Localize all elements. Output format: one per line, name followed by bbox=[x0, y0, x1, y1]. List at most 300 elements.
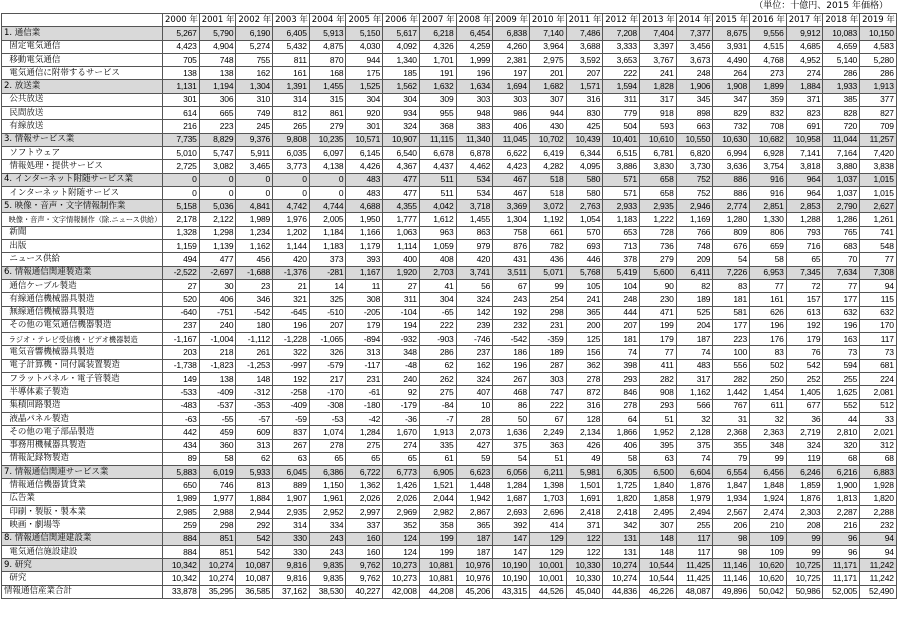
table-cell: 5,036 bbox=[199, 200, 236, 213]
table-cell: 0 bbox=[163, 173, 200, 186]
table-cell: 2,982 bbox=[419, 505, 456, 518]
table-cell: 54 bbox=[713, 253, 750, 266]
table-cell: 626 bbox=[750, 306, 787, 319]
table-cell: 170 bbox=[860, 319, 897, 332]
table-cell: 94 bbox=[860, 545, 897, 558]
table-cell: 1,328 bbox=[163, 226, 200, 239]
table-cell: 230 bbox=[639, 293, 676, 306]
table-cell: 282 bbox=[639, 373, 676, 386]
table-cell: 963 bbox=[419, 226, 456, 239]
table-row bbox=[2, 40, 897, 53]
table-cell: 0 bbox=[309, 186, 346, 199]
table-cell: 1,634 bbox=[456, 80, 493, 93]
table-cell: -42 bbox=[346, 412, 383, 425]
table-cell: 207 bbox=[603, 319, 640, 332]
table-cell: 861 bbox=[309, 107, 346, 120]
table-cell: 94 bbox=[860, 532, 897, 545]
table-cell: 5,140 bbox=[823, 53, 860, 66]
table-cell: 542 bbox=[236, 532, 273, 545]
table-cell: 222 bbox=[603, 67, 640, 80]
table-cell: 0 bbox=[273, 186, 310, 199]
table-cell: 3,886 bbox=[603, 160, 640, 173]
table-cell: 10,702 bbox=[529, 133, 566, 146]
table-cell: 10,274 bbox=[199, 572, 236, 585]
table-cell: 58 bbox=[750, 253, 787, 266]
table-cell: 51 bbox=[639, 412, 676, 425]
table-cell: 747 bbox=[529, 386, 566, 399]
table-cell: 267 bbox=[273, 439, 310, 452]
table-cell: 117 bbox=[676, 545, 713, 558]
table-cell: 2,021 bbox=[860, 426, 897, 439]
table-cell: 663 bbox=[676, 120, 713, 133]
table-cell: 199 bbox=[419, 532, 456, 545]
table-cell: 898 bbox=[676, 107, 713, 120]
table-cell: 180 bbox=[236, 319, 273, 332]
table-cell: 406 bbox=[199, 293, 236, 306]
table-cell: 216 bbox=[823, 519, 860, 532]
table-cell: 45,206 bbox=[456, 585, 493, 598]
table-cell: 632 bbox=[860, 306, 897, 319]
table-cell: 659 bbox=[750, 240, 787, 253]
table-cell: 2,975 bbox=[529, 53, 566, 66]
table-cell: 0 bbox=[273, 173, 310, 186]
table-cell: 483 bbox=[346, 173, 383, 186]
table-cell: -409 bbox=[199, 386, 236, 399]
table-cell: 713 bbox=[603, 240, 640, 253]
year-header: 2011 年 bbox=[566, 14, 603, 27]
category-row bbox=[2, 466, 897, 479]
table-cell: -894 bbox=[346, 333, 383, 346]
table-cell: 3,636 bbox=[713, 160, 750, 173]
table-cell: 2,128 bbox=[676, 426, 713, 439]
table-cell: 224 bbox=[860, 373, 897, 386]
table-cell: -751 bbox=[199, 306, 236, 319]
table-cell: 176 bbox=[750, 333, 787, 346]
table-cell: 273 bbox=[750, 67, 787, 80]
table-cell: 9,816 bbox=[273, 572, 310, 585]
table-cell: 279 bbox=[639, 253, 676, 266]
table-cell: -57 bbox=[236, 412, 273, 425]
table-cell: 2,363 bbox=[750, 426, 787, 439]
table-cell: 237 bbox=[456, 346, 493, 359]
table-cell: 542 bbox=[236, 545, 273, 558]
table-cell: 192 bbox=[493, 306, 530, 319]
table-cell: 216 bbox=[163, 120, 200, 133]
table-cell: 3,931 bbox=[713, 40, 750, 53]
table-cell: 10,273 bbox=[383, 559, 420, 572]
table-cell: 483 bbox=[346, 186, 383, 199]
table-cell: 261 bbox=[236, 346, 273, 359]
table-cell: 72 bbox=[786, 279, 823, 292]
table-cell: 5,150 bbox=[346, 27, 383, 40]
table-cell: 2,005 bbox=[309, 213, 346, 226]
table-cell: 7,141 bbox=[786, 146, 823, 159]
table-cell: 2,474 bbox=[750, 505, 787, 518]
table-cell: 1,280 bbox=[713, 213, 750, 226]
table-cell: 148 bbox=[639, 532, 676, 545]
table-cell: 1,286 bbox=[823, 213, 860, 226]
table-cell: 518 bbox=[529, 186, 566, 199]
table-cell: 872 bbox=[566, 386, 603, 399]
table-cell: 243 bbox=[493, 293, 530, 306]
table-cell: 1,636 bbox=[493, 426, 530, 439]
table-cell: 1,194 bbox=[199, 80, 236, 93]
table-cell: 4,768 bbox=[750, 53, 787, 66]
table-cell: 580 bbox=[566, 173, 603, 186]
table-cell: 324 bbox=[383, 120, 420, 133]
table-cell: 5,267 bbox=[163, 27, 200, 40]
table-cell: 7,377 bbox=[676, 27, 713, 40]
table-cell: -510 bbox=[309, 306, 346, 319]
table-cell: 1,691 bbox=[566, 492, 603, 505]
table-cell: 320 bbox=[823, 439, 860, 452]
table-cell: 6,145 bbox=[346, 146, 383, 159]
table-cell: 65 bbox=[786, 253, 823, 266]
table-cell: 293 bbox=[603, 373, 640, 386]
table-cell: 1,284 bbox=[346, 426, 383, 439]
table-cell: 362 bbox=[566, 359, 603, 372]
table-cell: 355 bbox=[713, 439, 750, 452]
table-cell: 100 bbox=[713, 346, 750, 359]
table-cell: -903 bbox=[419, 333, 456, 346]
table-cell: 3,397 bbox=[639, 40, 676, 53]
table-cell: 4,367 bbox=[383, 160, 420, 173]
row-label: 液晶パネル製造 bbox=[2, 412, 163, 425]
table-cell: 1,840 bbox=[639, 479, 676, 492]
table-cell: 1,625 bbox=[823, 386, 860, 399]
table-cell: 7,404 bbox=[639, 27, 676, 40]
table-cell: 832 bbox=[750, 107, 787, 120]
row-label: 情報通信産業合計 bbox=[2, 585, 163, 598]
table-row bbox=[2, 120, 897, 133]
row-label: 情報処理・提供サービス bbox=[2, 160, 163, 173]
table-cell: 1,703 bbox=[529, 492, 566, 505]
table-cell: 477 bbox=[383, 186, 420, 199]
table-cell: 918 bbox=[639, 107, 676, 120]
table-cell: 255 bbox=[676, 519, 713, 532]
table-cell: 44,526 bbox=[529, 585, 566, 598]
table-cell: 1,159 bbox=[163, 240, 200, 253]
table-cell: 2,997 bbox=[346, 505, 383, 518]
table-cell: 1,501 bbox=[566, 479, 603, 492]
table-cell: 6,623 bbox=[456, 466, 493, 479]
table-cell: 10,620 bbox=[750, 559, 787, 572]
row-label: 研究 bbox=[2, 572, 163, 585]
table-cell: 7,345 bbox=[786, 266, 823, 279]
table-cell: 1,525 bbox=[346, 80, 383, 93]
table-cell: 377 bbox=[860, 93, 897, 106]
table-cell: 1,202 bbox=[273, 226, 310, 239]
table-cell: 4,462 bbox=[456, 160, 493, 173]
table-cell: 6,928 bbox=[750, 146, 787, 159]
table-cell: 371 bbox=[566, 519, 603, 532]
table-cell: 2,026 bbox=[346, 492, 383, 505]
table-cell: 298 bbox=[199, 519, 236, 532]
table-cell: 243 bbox=[309, 532, 346, 545]
table-cell: 5,010 bbox=[163, 146, 200, 159]
table-cell: 304 bbox=[383, 93, 420, 106]
table-cell: 248 bbox=[676, 67, 713, 80]
table-cell: 371 bbox=[786, 93, 823, 106]
table-cell: 1,183 bbox=[309, 240, 346, 253]
table-cell: -117 bbox=[346, 359, 383, 372]
row-label: 公共放送 bbox=[2, 93, 163, 106]
year-header: 2004 年 bbox=[309, 14, 346, 27]
table-cell: 2,763 bbox=[566, 200, 603, 213]
table-row bbox=[2, 359, 897, 372]
table-cell: 196 bbox=[750, 319, 787, 332]
table-cell: 5,158 bbox=[163, 200, 200, 213]
table-cell: 10,958 bbox=[786, 133, 823, 146]
table-cell: 4,138 bbox=[309, 160, 346, 173]
table-cell: 2,418 bbox=[603, 505, 640, 518]
table-cell: 6,883 bbox=[860, 466, 897, 479]
table-cell: 5,790 bbox=[199, 27, 236, 40]
table-cell: 2,288 bbox=[860, 505, 897, 518]
table-cell: 65 bbox=[383, 452, 420, 465]
table-cell: -48 bbox=[383, 359, 420, 372]
table-cell: 1,950 bbox=[346, 213, 383, 226]
table-cell: 10,274 bbox=[603, 559, 640, 572]
table-cell: -2,697 bbox=[199, 266, 236, 279]
header-row bbox=[2, 14, 897, 27]
table-cell: 755 bbox=[236, 53, 273, 66]
table-cell: 315 bbox=[309, 93, 346, 106]
table-cell: 4,092 bbox=[383, 40, 420, 53]
table-cell: 293 bbox=[639, 399, 676, 412]
table-cell: 1,183 bbox=[603, 213, 640, 226]
table-cell: 11,242 bbox=[860, 559, 897, 572]
table-cell: 2,969 bbox=[383, 505, 420, 518]
table-cell: 886 bbox=[713, 173, 750, 186]
table-cell: 955 bbox=[419, 107, 456, 120]
table-cell: 6,515 bbox=[603, 146, 640, 159]
table-cell: 197 bbox=[493, 67, 530, 80]
table-cell: 11,146 bbox=[713, 559, 750, 572]
table-cell: 52,005 bbox=[823, 585, 860, 598]
table-cell: -1,688 bbox=[236, 266, 273, 279]
table-cell: 201 bbox=[529, 67, 566, 80]
table-cell: 889 bbox=[273, 479, 310, 492]
table-cell: 10,401 bbox=[603, 133, 640, 146]
row-label: ラジオ・テレビ受信機・ビデオ機器製造 bbox=[2, 333, 163, 346]
table-cell: 92 bbox=[383, 386, 420, 399]
table-row bbox=[2, 572, 897, 585]
year-header: 2016 年 bbox=[750, 14, 787, 27]
row-label: 5. 映像・音声・文字情報制作業 bbox=[2, 200, 163, 213]
table-cell: 10 bbox=[456, 399, 493, 412]
table-cell: 148 bbox=[639, 545, 676, 558]
table-cell: 232 bbox=[493, 319, 530, 332]
table-cell: 3,741 bbox=[456, 266, 493, 279]
table-cell: -53 bbox=[309, 412, 346, 425]
table-cell: 250 bbox=[750, 373, 787, 386]
table-cell: 732 bbox=[713, 120, 750, 133]
table-cell: 2,946 bbox=[676, 200, 713, 213]
table-cell: 192 bbox=[273, 373, 310, 386]
table-cell: 1,884 bbox=[236, 492, 273, 505]
table-cell: 1,913 bbox=[860, 80, 897, 93]
table-cell: 948 bbox=[456, 107, 493, 120]
table-cell: 149 bbox=[163, 373, 200, 386]
table-row bbox=[2, 399, 897, 412]
table-cell: 58 bbox=[199, 452, 236, 465]
table-cell: 746 bbox=[199, 479, 236, 492]
table-cell: -1,823 bbox=[199, 359, 236, 372]
table-cell: -1,738 bbox=[163, 359, 200, 372]
table-cell: 884 bbox=[163, 532, 200, 545]
table-cell: 6,994 bbox=[713, 146, 750, 159]
table-cell: 38,530 bbox=[309, 585, 346, 598]
table-cell: 35,295 bbox=[199, 585, 236, 598]
table-cell: 10,274 bbox=[603, 572, 640, 585]
table-cell: 613 bbox=[786, 306, 823, 319]
table-cell: 934 bbox=[383, 107, 420, 120]
table-cell: 477 bbox=[383, 173, 420, 186]
table-cell: -61 bbox=[346, 386, 383, 399]
table-cell: 74 bbox=[676, 452, 713, 465]
table-cell: 326 bbox=[309, 346, 346, 359]
table-cell: -542 bbox=[236, 306, 273, 319]
table-cell: 1,820 bbox=[603, 492, 640, 505]
table-cell: 9,556 bbox=[750, 27, 787, 40]
table-cell: 14 bbox=[309, 279, 346, 292]
table-cell: 48,087 bbox=[676, 585, 713, 598]
table-cell: 241 bbox=[639, 67, 676, 80]
table-cell: -537 bbox=[199, 399, 236, 412]
year-header: 2008 年 bbox=[456, 14, 493, 27]
table-cell: 73 bbox=[860, 346, 897, 359]
table-cell: 275 bbox=[346, 439, 383, 452]
table-cell: 303 bbox=[456, 93, 493, 106]
table-cell: 307 bbox=[639, 519, 676, 532]
table-cell: 99 bbox=[529, 279, 566, 292]
table-cell: 245 bbox=[236, 120, 273, 133]
table-cell: 37,162 bbox=[273, 585, 310, 598]
table-cell: 1,448 bbox=[456, 479, 493, 492]
table-cell: 6,097 bbox=[309, 146, 346, 159]
table-cell: -1,112 bbox=[236, 333, 273, 346]
table-cell: 908 bbox=[639, 386, 676, 399]
table-cell: 1,562 bbox=[383, 80, 420, 93]
row-label: 情報記録物製造 bbox=[2, 452, 163, 465]
table-cell: 30 bbox=[199, 279, 236, 292]
row-label: 1. 通信業 bbox=[2, 27, 163, 40]
table-cell: 511 bbox=[419, 186, 456, 199]
table-cell: 393 bbox=[346, 253, 383, 266]
table-cell: 979 bbox=[456, 240, 493, 253]
table-cell: 58 bbox=[603, 452, 640, 465]
table-cell: 278 bbox=[566, 373, 603, 386]
table-body bbox=[2, 27, 897, 599]
table-cell: 378 bbox=[603, 253, 640, 266]
table-cell: -281 bbox=[309, 266, 346, 279]
table-cell: 1,455 bbox=[309, 80, 346, 93]
table-cell: 2,381 bbox=[493, 53, 530, 66]
table-cell: 708 bbox=[750, 120, 787, 133]
table-cell: 138 bbox=[199, 67, 236, 80]
table-cell: 1,899 bbox=[750, 80, 787, 93]
table-cell: 157 bbox=[786, 293, 823, 306]
table-cell: 3,730 bbox=[676, 160, 713, 173]
table-cell: 44,208 bbox=[419, 585, 456, 598]
table-cell: 1,989 bbox=[163, 492, 200, 505]
table-cell: 4,095 bbox=[566, 160, 603, 173]
table-cell: 741 bbox=[860, 226, 897, 239]
table-cell: 10,190 bbox=[493, 572, 530, 585]
table-cell: 10,342 bbox=[163, 559, 200, 572]
table-cell: 23 bbox=[236, 279, 273, 292]
table-cell: 209 bbox=[676, 253, 713, 266]
table-cell: 10,682 bbox=[750, 133, 787, 146]
table-cell: 467 bbox=[493, 186, 530, 199]
table-cell: 6,905 bbox=[419, 466, 456, 479]
table-cell: 5,600 bbox=[639, 266, 676, 279]
row-label: 電気音響機械器具製造 bbox=[2, 346, 163, 359]
table-cell: 1,777 bbox=[383, 213, 420, 226]
table-cell: 5,617 bbox=[383, 27, 420, 40]
table-cell: 736 bbox=[639, 240, 676, 253]
table-cell: 41 bbox=[419, 279, 456, 292]
table-cell: 6,056 bbox=[493, 466, 530, 479]
table-cell: -308 bbox=[309, 399, 346, 412]
row-label: 電気通信施設建設 bbox=[2, 545, 163, 558]
table-cell: 10,976 bbox=[456, 559, 493, 572]
table-cell: 7,420 bbox=[860, 146, 897, 159]
table-cell: 83 bbox=[713, 279, 750, 292]
table-cell: 9,376 bbox=[236, 133, 273, 146]
table-cell: 125 bbox=[566, 333, 603, 346]
table-row bbox=[2, 333, 897, 346]
table-cell: 5,913 bbox=[309, 27, 346, 40]
table-cell: 677 bbox=[786, 399, 823, 412]
table-cell: 131 bbox=[603, 532, 640, 545]
table-cell: 1,820 bbox=[860, 492, 897, 505]
table-cell: 1,694 bbox=[493, 80, 530, 93]
table-cell: 359 bbox=[750, 93, 787, 106]
table-cell: 1,015 bbox=[860, 186, 897, 199]
table-cell: 2,134 bbox=[566, 426, 603, 439]
table-cell: 138 bbox=[199, 373, 236, 386]
table-row bbox=[2, 479, 897, 492]
table-cell: 6,411 bbox=[676, 266, 713, 279]
table-cell: 96 bbox=[823, 532, 860, 545]
table-cell: 446 bbox=[566, 253, 603, 266]
table-cell: 10,342 bbox=[163, 572, 200, 585]
table-cell: 752 bbox=[676, 186, 713, 199]
table-cell: -170 bbox=[309, 386, 346, 399]
table-cell: 10,544 bbox=[639, 572, 676, 585]
table-cell: 252 bbox=[786, 373, 823, 386]
table-cell: 282 bbox=[713, 373, 750, 386]
table-row bbox=[2, 319, 897, 332]
table-cell: 73 bbox=[823, 346, 860, 359]
table-cell: 1,184 bbox=[309, 226, 346, 239]
table-cell: 512 bbox=[860, 399, 897, 412]
table-cell: 398 bbox=[603, 359, 640, 372]
row-label: インターネット附随サービス bbox=[2, 186, 163, 199]
table-cell: 6,419 bbox=[529, 146, 566, 159]
table-cell: 304 bbox=[346, 93, 383, 106]
table-cell: 243 bbox=[309, 545, 346, 558]
table-cell: 2,935 bbox=[273, 505, 310, 518]
table-cell: 2,073 bbox=[456, 426, 493, 439]
table-cell: 138 bbox=[163, 67, 200, 80]
table-cell: 99 bbox=[786, 532, 823, 545]
table-cell: 1,015 bbox=[860, 173, 897, 186]
table-cell: 346 bbox=[236, 293, 273, 306]
table-cell: 5,981 bbox=[566, 466, 603, 479]
